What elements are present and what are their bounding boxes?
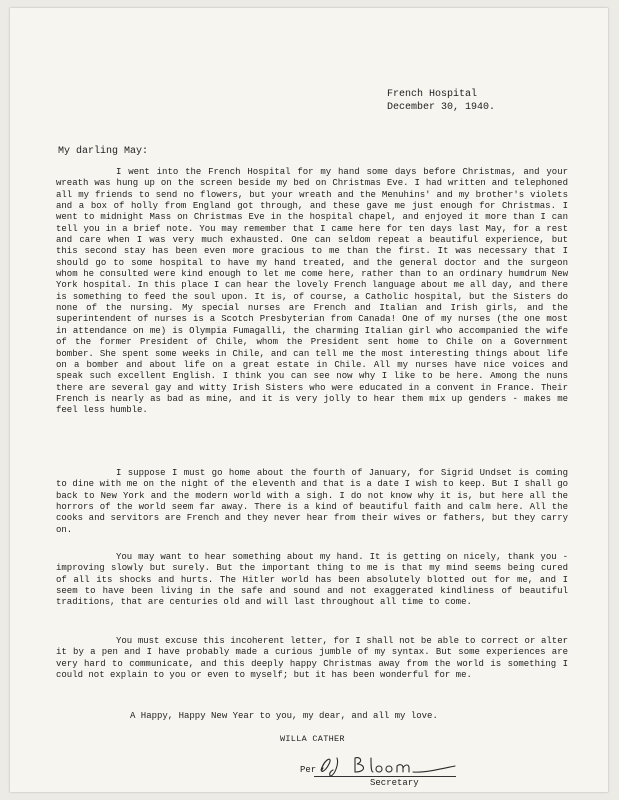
closing-line: A Happy, Happy New Year to you, my dear, and all my love. bbox=[130, 711, 438, 721]
salutation: My darling May: bbox=[58, 146, 149, 157]
secretary-title: Secretary bbox=[370, 778, 419, 788]
handwritten-signature bbox=[315, 752, 465, 778]
letter-date: December 30, 1940. bbox=[387, 102, 496, 113]
date-block bbox=[387, 88, 495, 114]
per-label: Per bbox=[300, 765, 317, 775]
paragraph-1: I went into the French Hospital for my hand some days before Christmas, and your wreath was hung up on the screen beside my bed on Christmas Eve. I had written and telephoned all my friends to send no flowers, but your wreath and the Menuhins' and my brother's violets and a box of holly from England got through, and these gave me just enough for Christmas. I went to midnight Mass on Christmas Eve in the hospital chapel, and enjoyed it more than I can tell you in a brief note. You may remember that I came here for ten days last May, for a rest and care when I was very much exhausted. One can seldom repeat a beautiful experience, but this second stay has been even more gracious to me than the first. It was necessary that I should go to some hospital to have my hand treated, and the general doctor and the surgeon whom he consulted were kind enough to let me come here, rather than to an ordinary humdrum New York hospital. In this place I can hear the lovely French language about me all day, and there is something to feed the soul upon. It is, of course, a Catholic hospital, but the Sisters do none of the nursing. My special nurses are French and Italian and Irish girls, and the superintendent of nurses is a Scotch Presbyterian from Canada! One of my nurses (the one most in attendance on me) is Olympia Fumagalli, the charming Italian girl who accompanied the wife of the former President of Chile, whom the President sent home to Chile on a Government bomber. She spent some weeks in Chile, and can tell me the most interesting things about life on a bomber and about life on a great estate in Chile. All my nurses have nice voices and speak such excellent English. I think you can see now why I like to be here. Among the nuns there are several gay and witty Irish Sisters who were educated in a convent in France. Their French is nearly as bad as mine, and it is very jolly to hear them mix up genders - makes me feel less humble. bbox=[56, 167, 568, 416]
paragraph-3: You may want to hear something about my hand. It is getting on nicely, thank you - improving slowly but surely. But the important thing to me is that my mind seems being cured of all its shocks and hurts. The Hitler world has been absolutely blotted out for me, and I seem to have been living in the safe and sound and not exaggerated kindliness of beautiful traditions, that are centuries old and will last throughout all time to come. bbox=[56, 552, 568, 608]
signatory-name: WILLA CATHER bbox=[280, 734, 345, 744]
paragraph-4: You must excuse this incoherent letter, for I shall not be able to correct or alter it by a pen and I have probably made a curious jumble of my syntax. But some experiences are very hard to communicate, and this deeply happy Christmas away from the world is something I could not explain to you or even to myself; but it has been wonderful for me. bbox=[56, 636, 568, 681]
letter-place: French Hospital bbox=[387, 89, 478, 100]
signature-line bbox=[314, 776, 456, 777]
paragraph-2: I suppose I must go home about the fourth of January, for Sigrid Undset is coming to dine with me on the night of the eleventh and that is a date I wish to keep. But I shall go back to New York and the modern world with a sigh. I do not know why it is, but here all the horrors of the world seem far away. There is a kind of beautiful faith and calm here. All the cooks and servitors are French and they never hear from their wives or fathers, but they carry on. bbox=[56, 468, 568, 535]
